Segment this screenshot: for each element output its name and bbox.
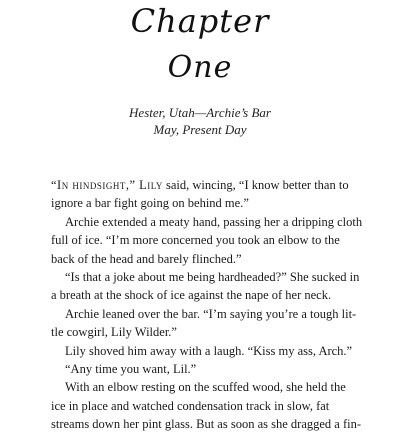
body-line: Archie extended a meaty hand, passing her a dripping cloth: [65, 214, 363, 229]
body-line: ignore a bar fight going on behind me.”: [51, 196, 249, 211]
body-line: a breath at the shock of ice against the nape of her neck.: [51, 288, 332, 303]
body-line: ice in place and watched condensation track in slow, fat: [51, 398, 330, 413]
body-line: “Is that a joke about me being hardheaded?” She sucked in: [65, 270, 360, 285]
body-line: Lily shoved him away with a laugh. “Kiss my ass, Arch.”: [65, 343, 353, 358]
body-line: “In hindsight,” Lily said, wincing, “I know better than to: [51, 178, 349, 192]
chapter-body: [51, 176, 363, 434]
body-line: back of the head and barely flinched.”: [51, 251, 242, 266]
scene-time: May, Present Day: [153, 122, 247, 137]
body-line: tle cowgirl, Lily Wilder.”: [51, 325, 177, 340]
body-line: streams down her pint glass. But as soon as she dragged a fin-: [51, 417, 362, 432]
body-line: With an elbow resting on the scuffed wood, she held the: [65, 380, 346, 395]
body-line: full of ice. “I’m more concerned you took an elbow to the: [51, 233, 340, 248]
scene-location: Hester, Utah—Archie’s Bar: [129, 105, 271, 120]
chapter-number: One: [167, 50, 233, 85]
chapter-title-word: Chapter: [130, 2, 270, 40]
opening-words: “In hindsight,” Lily: [51, 178, 163, 192]
body-line: Archie leaned over the bar. “I’m saying you’re a tough lit-: [65, 306, 357, 321]
body-line: “Any time you want, Lil.”: [65, 362, 197, 377]
